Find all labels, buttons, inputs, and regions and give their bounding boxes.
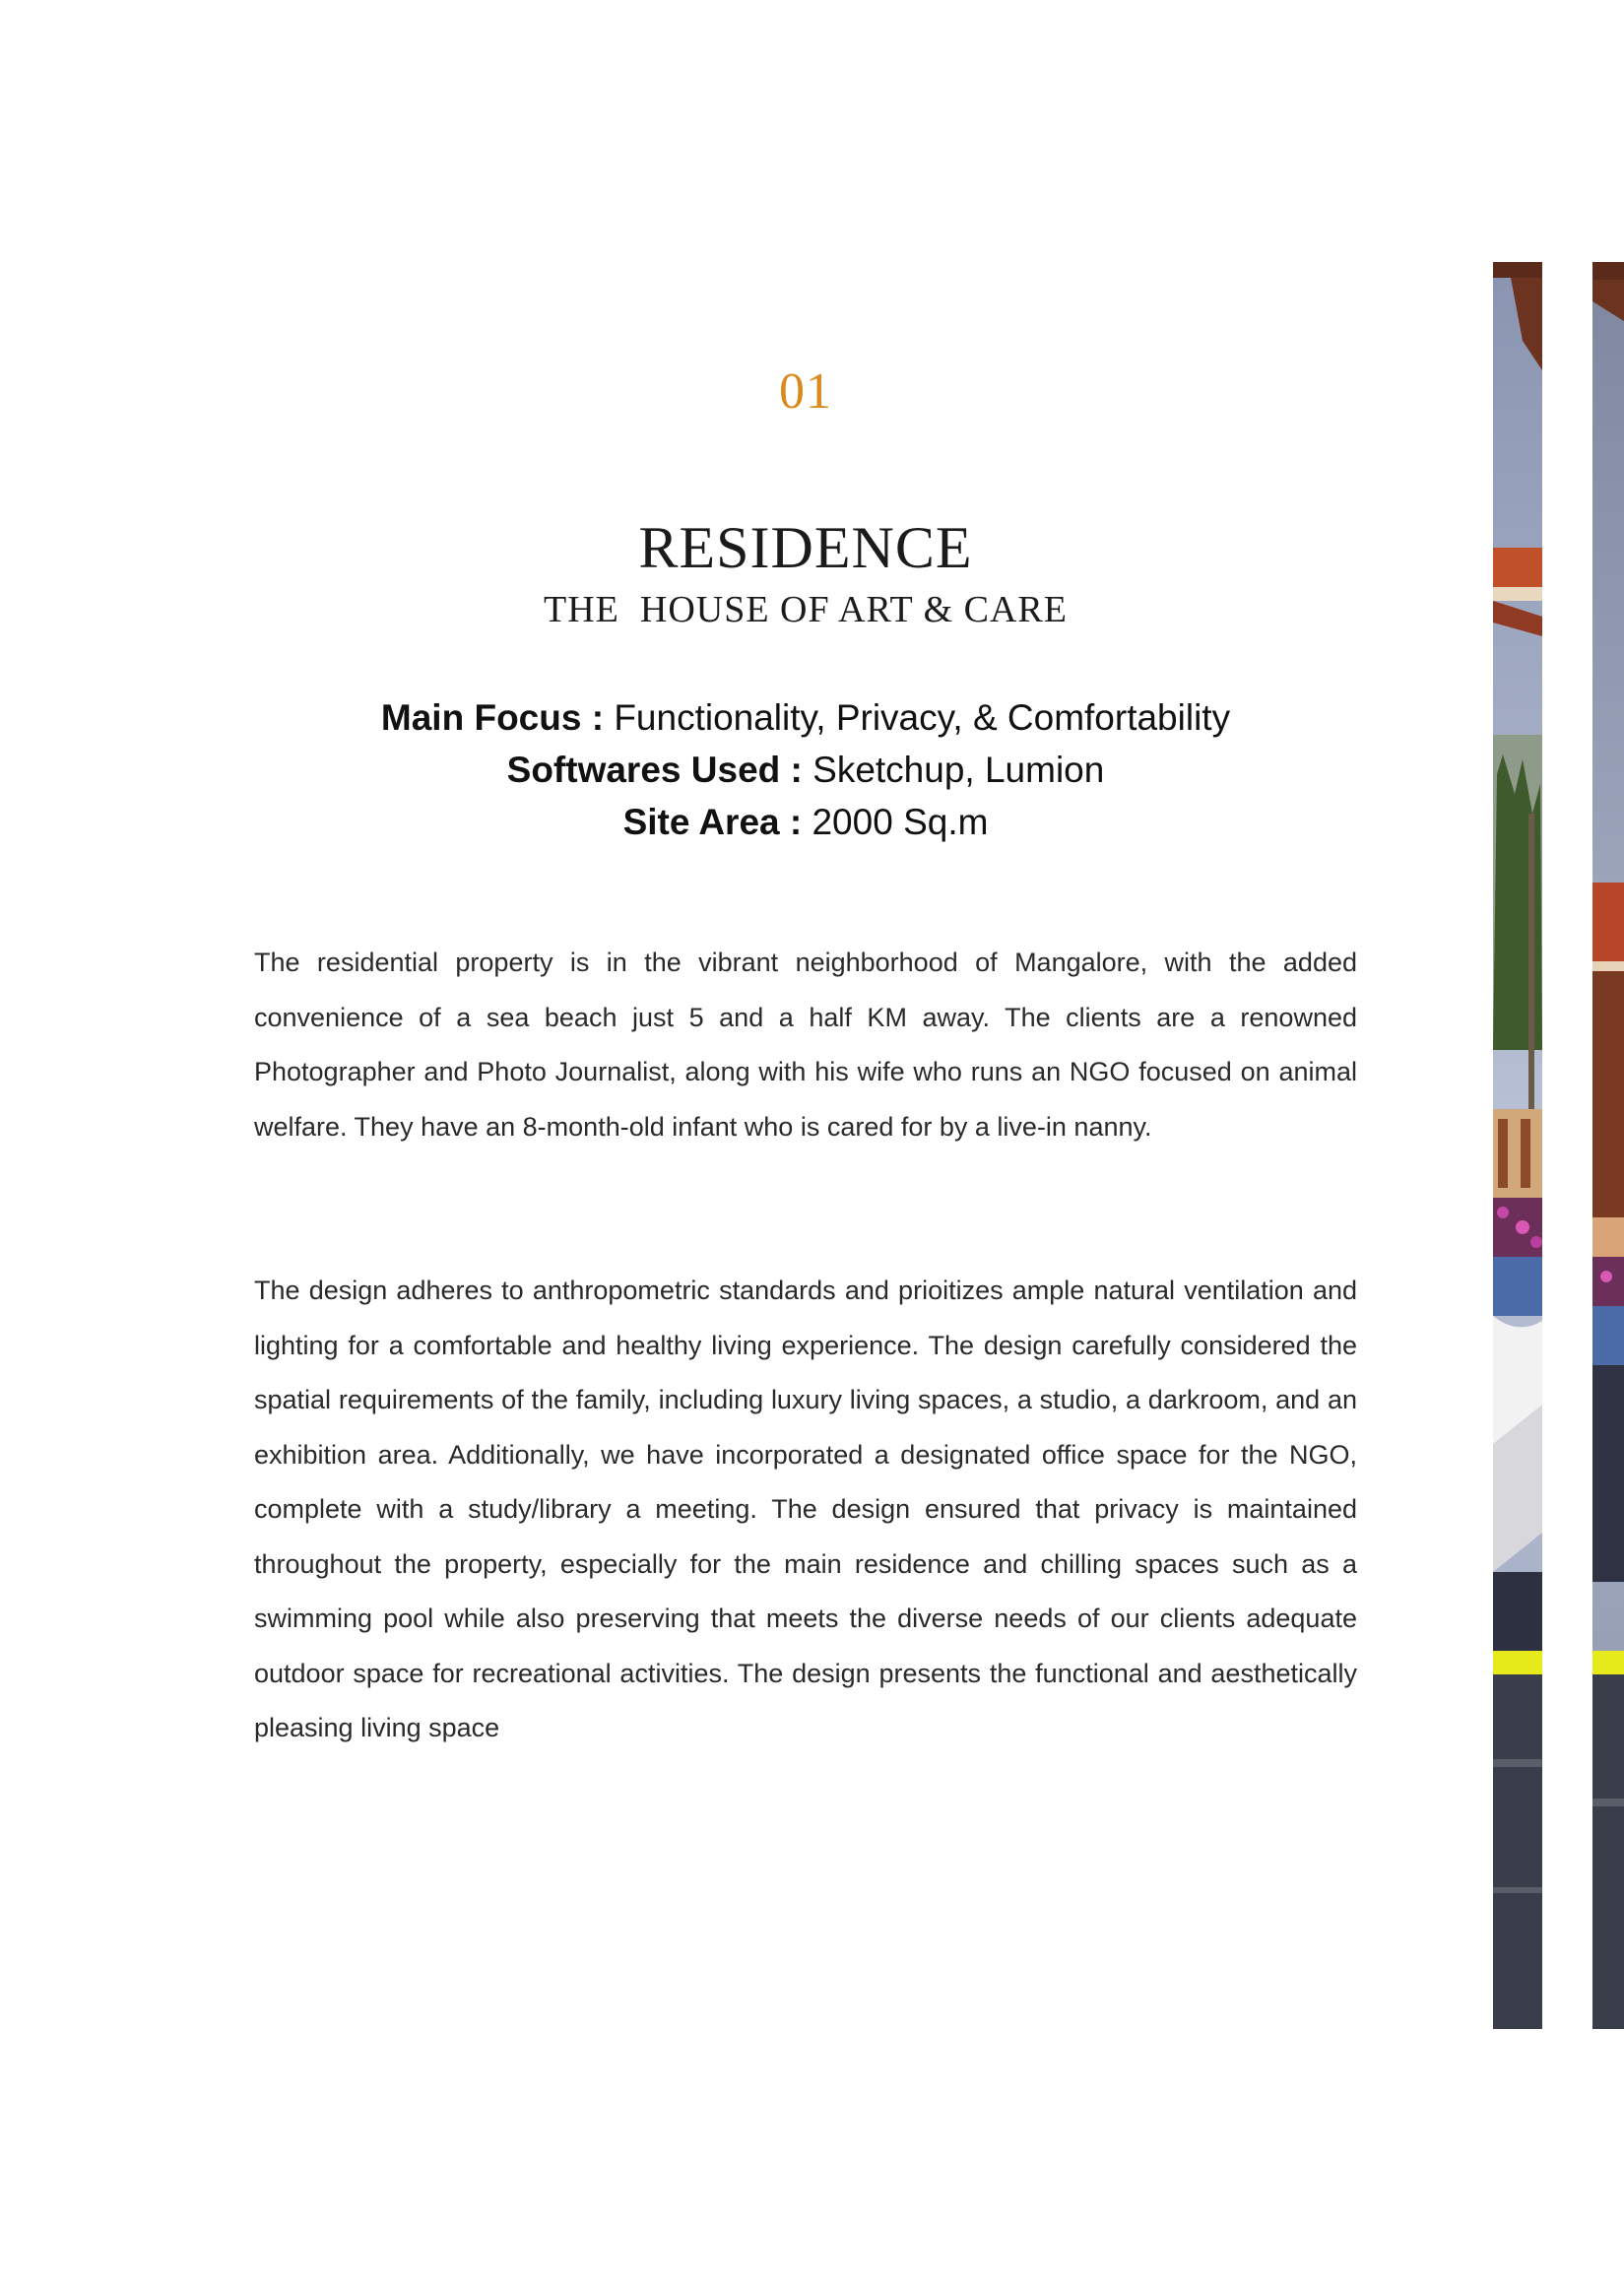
fact-value: Sketchup, Lumion	[812, 750, 1105, 790]
fact-site-area	[0, 796, 1611, 848]
fact-label: Site Area :	[622, 802, 803, 842]
fact-value: Functionality, Privacy, & Comfortability	[614, 697, 1231, 738]
project-number: 01	[779, 363, 832, 420]
description-paragraph-1: The residential property is in the vibrant neighborhood of Mangalore, with the added convenience of a sea beach just 5 and a half KM away. The clients are a renowned Photographer and Photo Journalist, along with his wife who runs an NGO focused on animal welfare. They have an 8-month-old infant who is cared for by a live-in nanny.	[254, 948, 1357, 1142]
render-image	[1592, 262, 1624, 2029]
project-facts	[0, 691, 1611, 848]
fact-label: Main Focus :	[380, 697, 605, 738]
render-image-strip	[1493, 262, 1542, 2029]
project-title: RESIDENCE	[638, 515, 973, 580]
description-paragraph-2: The design adheres to anthropometric standards and prioitizes ample natural ventilation and lighting for a comfortable and healthy living experience. The design carefully considered the spatial requirements of the family, including luxury living spaces, a studio, a darkroom, and an exhibition area. Additionally, we have incorporated a designated office space for the NGO, complete with a study/library a meeting. The design ensured that privacy is maintained throughout the property, especially for the main residence and chilling spaces such as a swimming pool while also preserving that meets the diverse needs of our clients adequate outdoor space for recreational activities. The design presents the functional and aesthetically pleasing living space	[254, 1276, 1357, 1742]
render-image-strip	[1592, 262, 1624, 2029]
fact-main-focus	[0, 691, 1611, 744]
fact-softwares-used	[0, 744, 1611, 796]
project-subtitle: THE HOUSE OF ART & CARE	[544, 589, 1068, 630]
fact-value: 2000 Sq.m	[812, 802, 989, 842]
render-image	[1493, 262, 1542, 2029]
fact-label: Softwares Used :	[506, 750, 803, 790]
